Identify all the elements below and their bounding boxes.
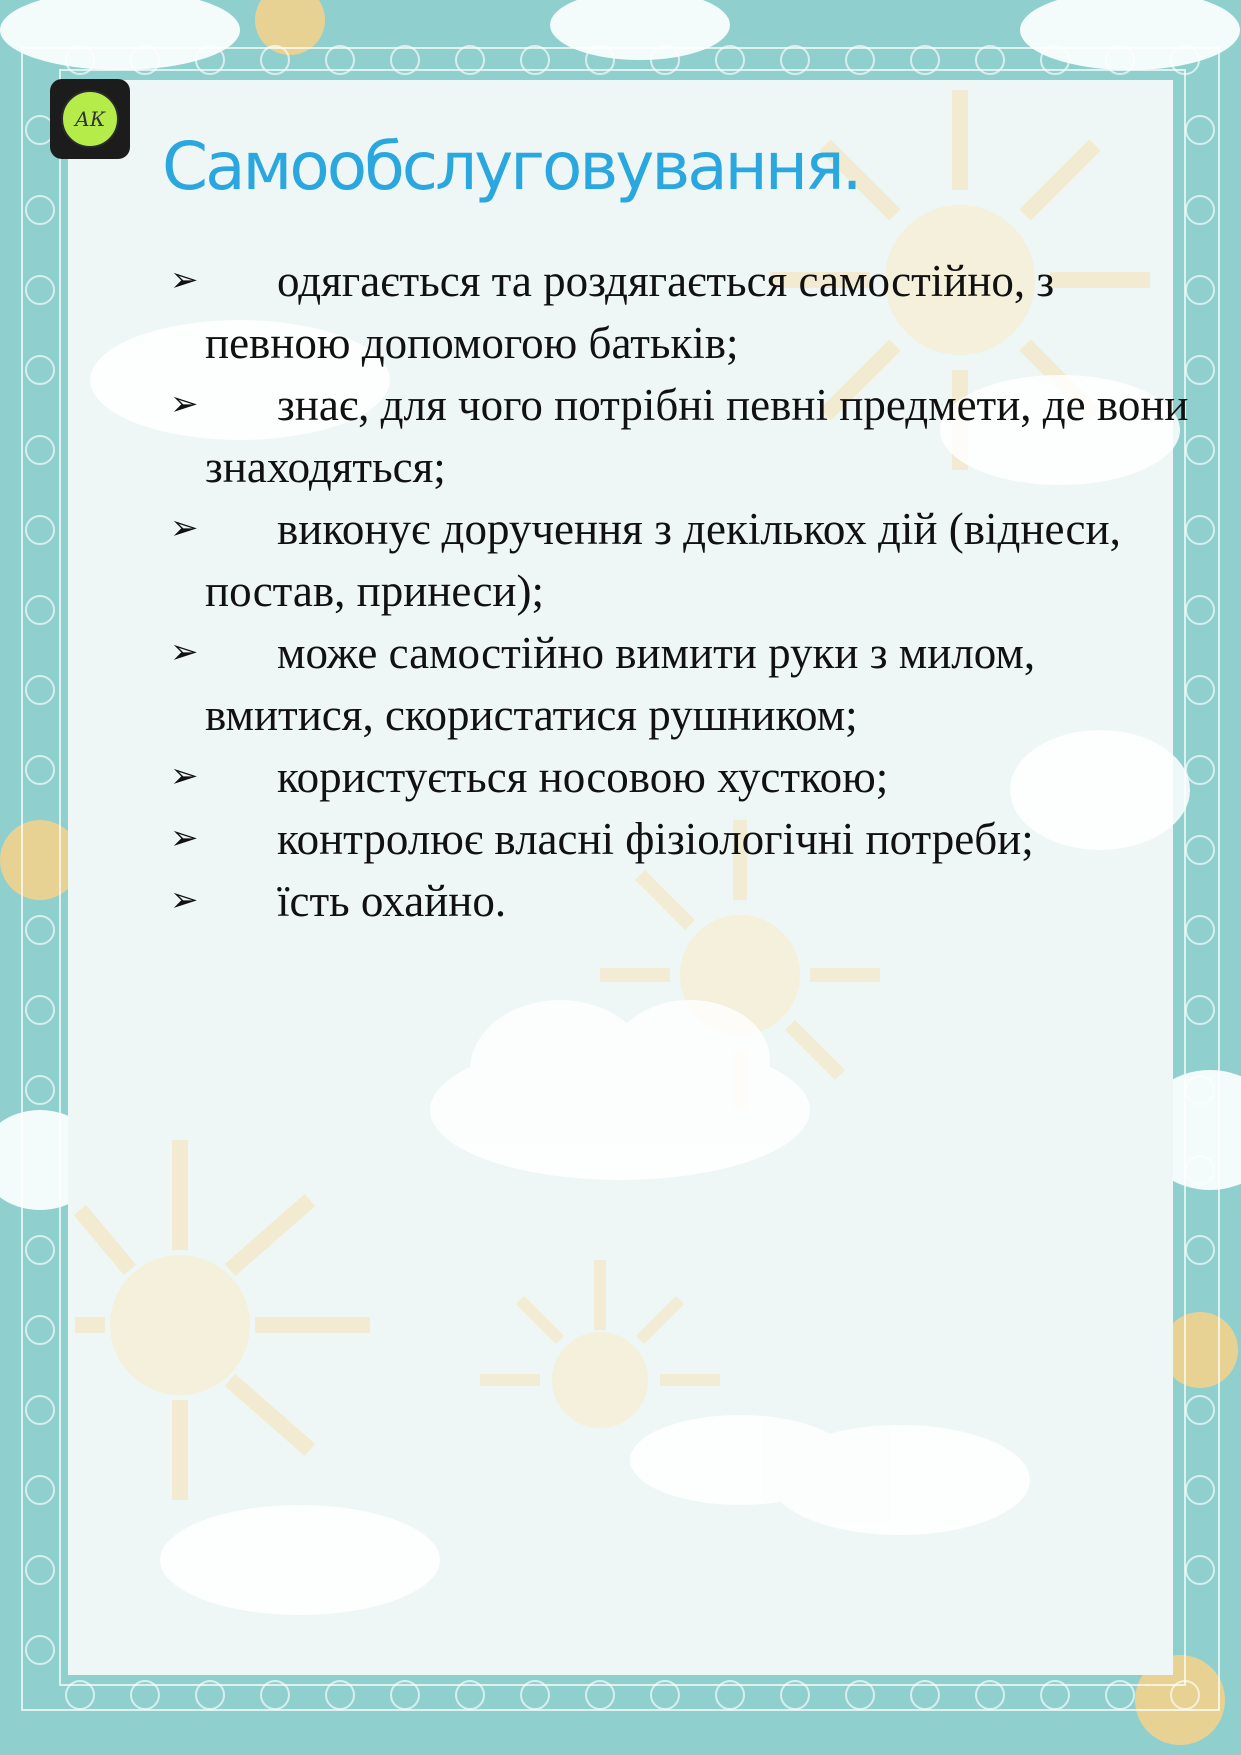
arrow-bullet-icon: ➢ <box>170 510 199 547</box>
list-item <box>170 250 1190 374</box>
list-item <box>170 374 1190 498</box>
arrow-bullet-icon: ➢ <box>170 386 199 423</box>
skills-list <box>170 250 1190 932</box>
arrow-bullet-icon: ➢ <box>170 820 199 857</box>
arrow-bullet-icon: ➢ <box>170 882 199 919</box>
list-item <box>170 498 1190 622</box>
list-item-text: одягається та роздягається самостійно, з певною допомогою батьків; <box>205 256 1055 368</box>
list-item-text: користується носовою хусткою; <box>277 752 889 802</box>
list-item <box>170 746 1190 808</box>
list-item-text: контролює власні фізіологічні потреби; <box>277 814 1034 864</box>
arrow-bullet-icon: ➢ <box>170 262 199 299</box>
list-item <box>170 622 1190 746</box>
list-item-text: може самостійно вимити руки з милом, вмитися, скористатися рушником; <box>205 628 1036 740</box>
list-item-text: знає, для чого потрібні певні предмети, де вони знаходяться; <box>205 380 1189 492</box>
list-item-text: їсть охайно. <box>277 876 507 926</box>
arrow-bullet-icon: ➢ <box>170 634 199 671</box>
page-title: Самообслуговування. <box>162 128 860 205</box>
logo <box>50 79 130 159</box>
list-item <box>170 870 1190 932</box>
list-item-text: виконує доручення з декількох дій (віднеси, постав, принеси); <box>205 504 1121 616</box>
list-item <box>170 808 1190 870</box>
logo-monogram: АК <box>61 90 119 148</box>
arrow-bullet-icon: ➢ <box>170 758 199 795</box>
